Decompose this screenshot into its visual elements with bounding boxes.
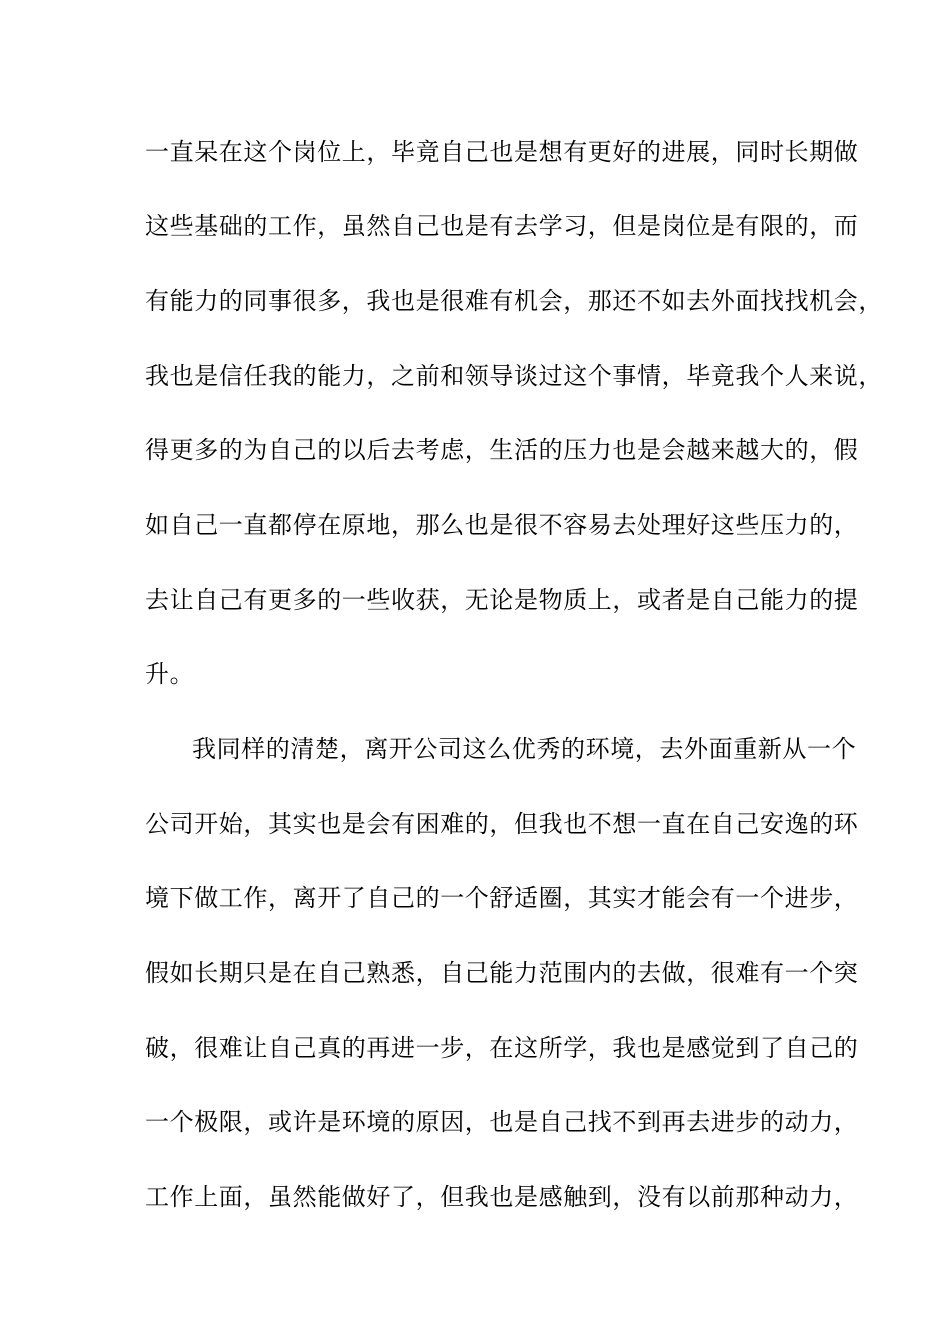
text-line: 破，很难让自己真的再进一步，在这所学，我也是感觉到了自己的: [145, 1034, 859, 1062]
text-line: 如自己一直都停在原地，那么也是很不容易去处理好这些压力的，: [145, 511, 859, 539]
text-line: 这些基础的工作，虽然自己也是有去学习，但是岗位是有限的，而: [145, 212, 859, 240]
text-line: 去让自己有更多的一些收获，无论是物质上，或者是自己能力的提: [145, 586, 859, 614]
text-line: 有能力的同事很多，我也是很难有机会，那还不如去外面找找机会，: [145, 287, 883, 315]
text-line: 我也是信任我的能力，之前和领导谈过这个事情，毕竟我个人来说，: [145, 362, 883, 390]
text-line: 工作上面，虽然能做好了，但我也是感触到，没有以前那种动力，: [145, 1183, 859, 1211]
text-line: 一个极限，或许是环境的原因，也是自己找不到再去进步的动力，: [145, 1108, 859, 1136]
text-line: 一直呆在这个岗位上，毕竟自己也是想有更好的进展，同时长期做: [145, 138, 859, 166]
text-line: 公司开始，其实也是会有困难的，但我也不想一直在自己安逸的环: [145, 810, 859, 838]
text-line: 得更多的为自己的以后去考虑，生活的压力也是会越来越大的，假: [145, 436, 859, 464]
text-line: 假如长期只是在自己熟悉，自己能力范围内的去做，很难有一个突: [145, 959, 859, 987]
paragraph-first-line: 我同样的清楚，离开公司这么优秀的环境，去外面重新从一个: [192, 735, 857, 763]
text-line: 境下做工作，离开了自己的一个舒适圈，其实才能会有一个进步，: [145, 884, 859, 912]
text-line: 升。: [145, 660, 195, 688]
